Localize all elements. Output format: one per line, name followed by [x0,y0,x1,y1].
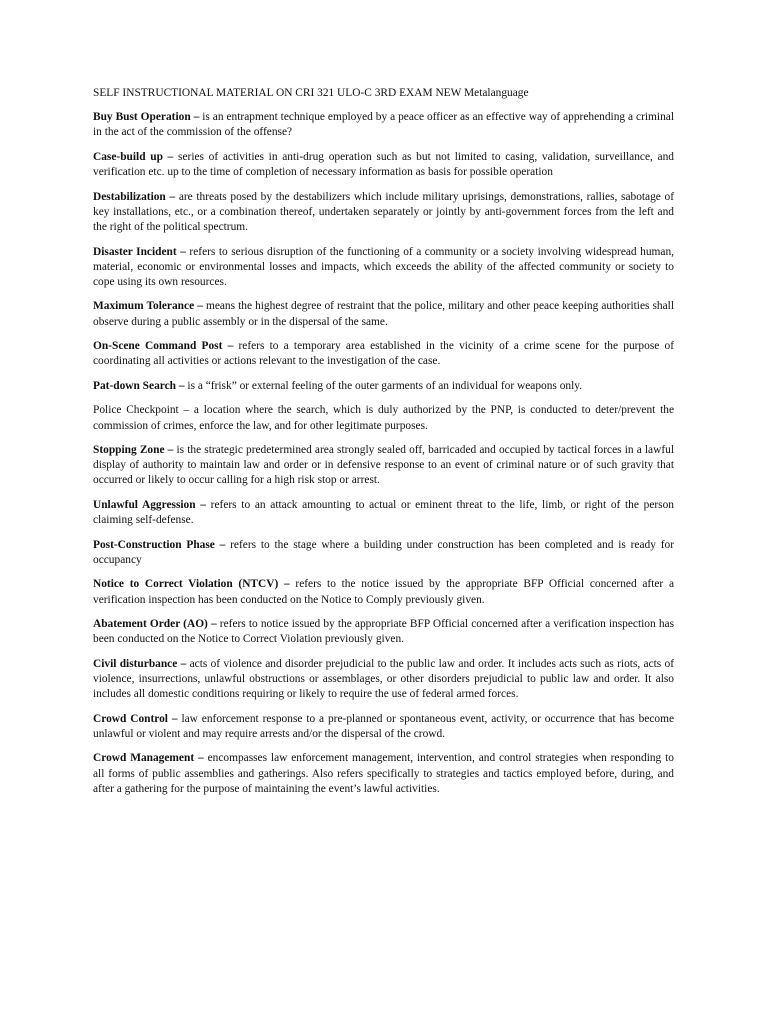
glossary-term: On-Scene Command Post [93,340,223,353]
glossary-entry [93,617,674,647]
term-separator: – [177,657,190,670]
glossary-term: Notice to Correct Violation (NTCV) [93,578,279,591]
glossary-term: Abatement Order (AO) [93,618,208,631]
glossary-entry [93,245,674,291]
glossary-entry [93,403,674,433]
glossary-entry [93,712,674,742]
glossary-entry [93,443,674,489]
glossary-entry [93,577,674,607]
glossary-definition: encompasses law enforcement management, intervention, and control strategies when responding to all forms of public assemblies and gatherings. Also refers specifically to strategies and tactics employed before, during, and after a gathering for the purpose of maintaining the event’s lawful activities. [93,752,674,795]
term-separator: – [178,404,194,417]
glossary-entry [93,150,674,180]
glossary-term: Unlawful Aggression [93,498,196,511]
glossary-term: Case-build up [93,150,163,163]
term-separator: – [176,379,188,392]
glossary-definition: a location where the search, which is duly authorized by the PNP, is conducted to deter/prevent the commission of crimes, enforce the law, and for other legitimate purposes. [93,404,675,432]
term-separator: – [195,498,211,511]
term-separator: – [176,245,190,258]
term-separator: – [214,538,231,551]
glossary-term: Maximum Tolerance [93,300,195,313]
glossary-term: Pat-down Search [93,379,177,392]
glossary-term: Police Checkpoint [93,404,179,417]
glossary-term: Disaster Incident [93,245,177,258]
glossary-definition: is a “frisk” or external feeling of the outer garments of an individual for weapons only. [187,379,583,392]
glossary-term: Civil disturbance [93,657,178,670]
glossary-entry [93,538,674,568]
glossary-definition: refers to an attack amounting to actual or eminent threat to the life, limb, or right of the person claiming self-defense. [93,498,674,527]
term-separator: – [207,618,220,631]
glossary-entry [93,498,674,528]
glossary-term: Post-Construction Phase [93,538,215,551]
glossary-definition: refers to notice issued by the appropriate BFP Official concerned after a verification inspection has been conducted on the Notice to Correct Violation previously given. [93,618,675,646]
term-separator: – [222,340,239,353]
glossary-definition: are threats posed by the destabilizers which include military uprisings, demonstrations, rallies, sabotage of key installations, etc., or a combination thereof, undertaken separately or jointly by anti-government forces from the left and the right of the political spectrum. [93,190,675,234]
glossary-list [93,110,674,797]
glossary-definition: refers to the notice issued by the appropriate BFP Official concerned after a verification inspection has been conducted on the Notice to Comply previously given. [93,578,674,606]
glossary-term: Stopping Zone [93,444,165,457]
term-separator: – [165,190,179,203]
glossary-entry [93,110,674,140]
term-separator: – [164,444,177,457]
term-separator: – [194,300,206,313]
glossary-entry [93,751,674,797]
glossary-term: Destabilization [93,190,166,203]
term-separator: – [190,111,203,124]
glossary-definition: refers to the stage where a building under construction has been completed and is ready for occupancy [93,538,674,566]
glossary-entry [93,657,674,703]
glossary-definition: refers to a temporary area established in the vicinity of a crime scene for the purpose of coordinating all activities or actions relevant to the investigation of the case. [93,340,674,368]
glossary-definition: means the highest degree of restraint that the police, military and other peace keeping authorities shall observe during a public assembly or in the dispersal of the same. [93,300,675,328]
document-page [93,86,674,806]
glossary-definition: refers to serious disruption of the functioning of a community or a society involving widespread human, material, economic or environmental losses and impacts, which exceeds the ability of the affected community or society to cope using its own resources. [93,245,674,288]
glossary-definition: series of activities in anti-drug operation such as but not limited to casing, validation, surveillance, and verification etc. up to the time of completion of necessary information as basis for possible operation [93,150,675,179]
glossary-definition: acts of violence and disorder prejudicial to the public law and order. It includes acts such as riots, acts of violence, insurrections, unlawful obstructions or assemblages, or other disorders prejudicial to public law and order. It also includes all domestic conditions requiring or likely to require the use of federal armed forces. [93,657,675,701]
term-separator: – [194,752,208,765]
glossary-term: Buy Bust Operation [93,111,191,124]
glossary-entry [93,190,674,236]
glossary-definition: is the strategic predetermined area strongly sealed off, barricaded and occupied by tactical forces in a lawful display of authority to maintain law and order or in defensive response to an event of criminal nature or of such gravity that occurred or likely to occur calling for a high risk stop or arrest. [93,444,674,487]
document-title: SELF INSTRUCTIONAL MATERIAL ON CRI 321 ULO-C 3RD EXAM NEW Metalanguage [93,87,529,99]
glossary-entry [93,339,674,369]
term-separator: – [278,578,296,591]
term-separator: – [162,150,179,163]
glossary-term: Crowd Management [93,752,195,765]
glossary-entry [93,299,674,329]
glossary-entry [93,379,674,394]
glossary-term: Crowd Control [93,712,168,725]
glossary-definition: law enforcement response to a pre-planned or spontaneous event, activity, or occurrence that has become unlawful or violent and may require arrests and/or the dispersal of the crowd. [93,712,675,740]
term-separator: – [167,712,182,725]
glossary-definition: is an entrapment technique employed by a peace officer as an effective way of apprehending a criminal in the act of the commission of the offense? [93,111,675,139]
